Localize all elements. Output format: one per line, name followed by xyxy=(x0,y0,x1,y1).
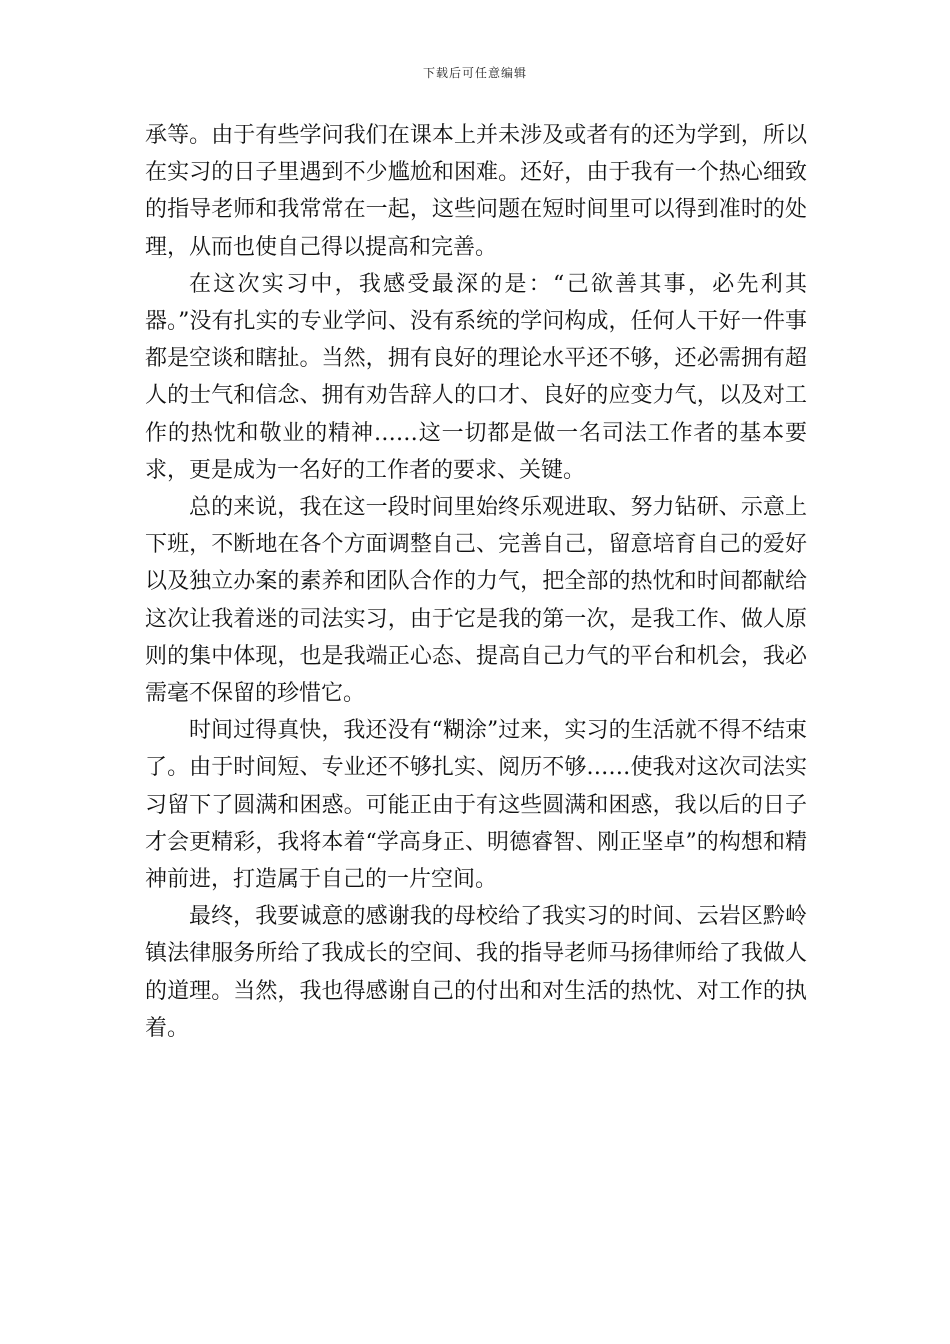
page-header: 下载后可任意编辑 xyxy=(422,66,527,80)
paragraph-5: 最终，我要诚意的感谢我的母校给了我实习的时间、云岩区黔岭镇法律服务所给了我成长的空间、我的指导老师马扬律师给了我做人的道理。当然，我也得感谢自己的付出和对生活的热忱、对工作的执着。 xyxy=(145,904,807,1041)
paragraph-1: 承等。由于有些学问我们在课本上并未涉及或者有的还为学到，所以在实习的日子里遇到不少尴尬和困难。还好，由于我有一个热心细致的指导老师和我常常在一起，这些问题在短时间里可以得到准时的处理，从而也使自己得以提高和完善。 xyxy=(145,123,807,260)
paragraph-2: 在这次实习中，我感受最深的是：“己欲善其事，必先利其器。”没有扎实的专业学问、没有系统的学问构成，任何人干好一件事都是空谈和瞎扯。当然，拥有良好的理论水平还不够，还必需拥有超人的士气和信念、拥有劝告辞人的口才、良好的应变力气，以及对工作的热忱和敬业的精神……这一切都是做一名司法工作者的基本要求，更是成为一名好的工作者的要求、关键。 xyxy=(145,271,807,483)
paragraph-4: 时间过得真快，我还没有“糊涂”过来，实习的生活就不得不结束了。由于时间短、专业还不够扎实、阅历不够……使我对这次司法实习留下了圆满和困惑。可能正由于有这些圆满和困惑，我以后的日子才会更精彩，我将本着“学高身正、明德睿智、刚正坚卓”的构想和精神前进，打造属于自己的一片空间。 xyxy=(145,718,807,893)
paragraph-3: 总的来说，我在这一段时间里始终乐观进取、努力钻研、示意上下班，不断地在各个方面调整自己、完善自己，留意培育自己的爱好以及独立办案的素养和团队合作的力气，把全部的热忱和时间都献给这次让我着迷的司法实习，由于它是我的第一次，是我工作、做人原则的集中体现，也是我端正心态、提高自己力气的平台和机会，我必需毫不保留的珍惜它。 xyxy=(145,495,807,707)
document-body xyxy=(145,117,807,1047)
